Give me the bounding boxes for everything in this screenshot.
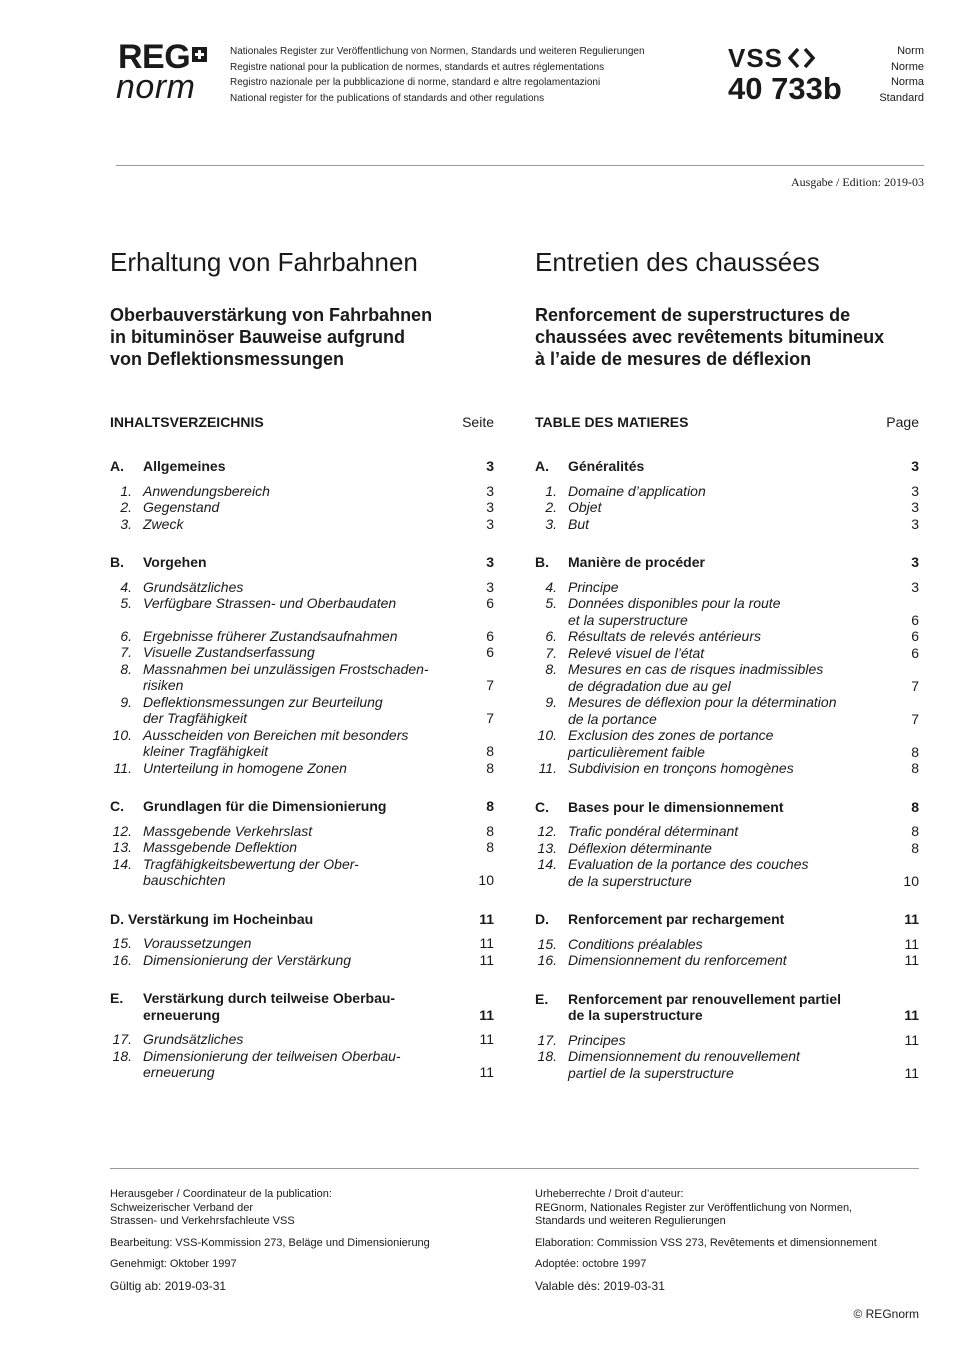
- toc-item[interactable]: [535, 628, 919, 645]
- item-page: 8: [486, 839, 494, 855]
- item-number: 14.: [112, 855, 132, 872]
- toc-item[interactable]: [110, 823, 494, 840]
- toc-item[interactable]: [535, 661, 919, 694]
- swiss-cross-icon: [192, 47, 207, 62]
- item-title: Massgebende Verkehrslast: [143, 822, 313, 839]
- item-page: 3: [911, 515, 919, 532]
- item-number: 8.: [545, 661, 557, 677]
- item-page: 8: [911, 743, 919, 760]
- toc-item[interactable]: [110, 839, 494, 856]
- register-description: Nationales Register zur Veröffentlichung von Normen, Standards und weiteren Regulierungen Registre national pour la publication de normes, standards et autres réglementations Registro nazionale per la pubblicazione di norme, standard e altre regolamentazioni National register for the publications of standards and other regulations: [230, 46, 645, 104]
- item-title: Ergebnisse früherer Zustandsaufnahmen: [143, 627, 398, 644]
- item-number: 10.: [537, 727, 557, 743]
- item-title: Mesures de déflexion pour la détermination de la portance: [568, 694, 837, 727]
- item-page: 11: [904, 1064, 919, 1081]
- toc-item[interactable]: [535, 760, 919, 777]
- adopted-fr: Adoptée: octobre 1997: [535, 1258, 647, 1270]
- regnorm-logo-reg: REG: [118, 40, 207, 74]
- title-de: Erhaltung von Fahrbahnen: [110, 247, 418, 277]
- item-title: Dimensionierung der Verstärkung: [143, 951, 352, 968]
- toc-item[interactable]: [110, 644, 494, 661]
- toc-item[interactable]: [110, 727, 494, 760]
- section-letter: E.: [535, 990, 549, 1007]
- section-title: Renforcement par rechargement: [568, 911, 785, 927]
- toc-de: [110, 414, 494, 1081]
- section-letter: E.: [110, 990, 124, 1006]
- toc-item[interactable]: [535, 694, 919, 727]
- section-letter: A.: [110, 458, 124, 474]
- item-title: Visuelle Zustandserfassung: [143, 644, 315, 660]
- toc-header: [535, 414, 919, 434]
- item-number: 12.: [537, 823, 557, 839]
- item-number: 16.: [537, 952, 557, 968]
- item-page: 11: [479, 935, 494, 951]
- section-title: Généralités: [568, 458, 645, 474]
- title-fr: Entretien des chaussées: [535, 247, 820, 277]
- item-page: 6: [486, 595, 494, 611]
- toc-section[interactable]: [110, 554, 494, 571]
- item-title: Trafic pondéral déterminant: [568, 823, 739, 839]
- item-page: 10: [478, 872, 494, 888]
- vss-logo: VSS: [728, 44, 818, 72]
- section-letter: D.: [110, 910, 124, 927]
- item-number: 18.: [537, 1048, 557, 1064]
- item-page: 7: [911, 677, 919, 694]
- item-title: Zweck: [143, 515, 184, 532]
- item-title: Dimensionnement du renouvellement partiel de la superstructure: [568, 1048, 800, 1081]
- item-title: But: [568, 515, 590, 532]
- item-number: 15.: [537, 935, 557, 952]
- item-page: 10: [903, 872, 919, 889]
- valid-fr: Valable dès: 2019-03-31: [535, 1278, 665, 1293]
- item-number: 6.: [120, 627, 132, 644]
- item-title: Dimensionnement du renforcement: [568, 952, 787, 968]
- item-page: 8: [911, 839, 919, 856]
- item-number: 7.: [545, 644, 557, 661]
- section-title: Grundlagen für die Dimensionierung: [143, 798, 387, 814]
- item-title: Voraussetzungen: [143, 935, 252, 951]
- toc-title: INHALTSVERZEICHNIS: [110, 414, 264, 430]
- item-page: 8: [911, 760, 919, 776]
- item-number: 12.: [112, 822, 132, 839]
- valid-de: Gültig ab: 2019-03-31: [110, 1278, 227, 1293]
- item-page: 7: [911, 710, 919, 727]
- item-page: 8: [486, 743, 494, 759]
- section-title: Allgemeines: [143, 458, 226, 474]
- section-page: 8: [486, 798, 494, 814]
- section-letter: A.: [535, 458, 549, 474]
- section-title: Vorgehen: [143, 554, 207, 570]
- item-page: 3: [486, 578, 494, 595]
- item-number: 11.: [113, 759, 132, 776]
- item-number: 1.: [545, 482, 557, 499]
- item-page: 11: [904, 935, 919, 952]
- section-page: 3: [911, 554, 919, 570]
- toc-item[interactable]: [110, 628, 494, 645]
- section-letter: B.: [535, 554, 549, 570]
- item-title: Anwendungsbereich: [143, 482, 270, 499]
- item-number: 3.: [545, 515, 557, 532]
- item-title: Massgebende Deflektion: [143, 839, 298, 855]
- item-title: Principes: [568, 1031, 626, 1048]
- elaboration-de: Bearbeitung: VSS-Kommission 273, Beläge und Dimensionierung: [110, 1236, 430, 1249]
- item-title: Subdivision en tronçons homogènes: [568, 760, 794, 776]
- header-divider: [116, 165, 924, 166]
- toc-item[interactable]: [110, 499, 494, 516]
- toc-item[interactable]: [535, 579, 919, 596]
- item-title: Objet: [568, 499, 602, 515]
- copyright-info: Urheberrechte / Droit d’auteur: REGnorm, Nationales Register zur Veröffentlichung von Normen, Standards und weiteren Regulierungen: [535, 1188, 853, 1227]
- item-number: 4.: [120, 578, 132, 595]
- toc-item[interactable]: [110, 1048, 494, 1081]
- elaboration-fr: Elaboration: Commission VSS 273, Revêtements et dimensionnement: [535, 1236, 877, 1249]
- item-title: Grundsätzliches: [143, 578, 244, 595]
- copyright-notice: © REGnorm: [853, 1307, 919, 1321]
- item-number: 4.: [545, 578, 557, 595]
- section-page: 11: [904, 1007, 919, 1023]
- footer-divider: [110, 1168, 919, 1169]
- toc-item[interactable]: [535, 856, 919, 889]
- toc-item[interactable]: [535, 595, 919, 628]
- item-page: 3: [911, 482, 919, 499]
- toc-section[interactable]: [110, 911, 494, 928]
- toc-title: TABLE DES MATIERES: [535, 414, 689, 430]
- item-number: 5.: [545, 595, 557, 611]
- section-page: 3: [486, 554, 494, 570]
- item-number: 10.: [112, 726, 132, 743]
- item-number: 7.: [120, 644, 132, 660]
- item-number: 3.: [120, 515, 132, 532]
- toc-item[interactable]: [110, 856, 494, 889]
- item-title: Mesures en cas de risques inadmissibles de dégradation due au gel: [568, 661, 824, 694]
- toc-item[interactable]: [110, 483, 494, 500]
- toc-section[interactable]: [535, 991, 919, 1024]
- item-number: 8.: [120, 660, 132, 677]
- section-title: Verstärkung im Hocheinbau: [128, 910, 314, 927]
- item-number: 16.: [112, 951, 132, 968]
- item-page: 7: [486, 710, 494, 726]
- toc-item[interactable]: [110, 595, 494, 612]
- toc-item[interactable]: [535, 727, 919, 760]
- toc-section[interactable]: [535, 911, 919, 928]
- item-number: 9.: [545, 694, 557, 710]
- item-number: 17.: [537, 1031, 557, 1048]
- regnorm-logo-norm: norm: [116, 68, 196, 106]
- item-page: 6: [911, 644, 919, 661]
- item-number: 11.: [538, 760, 557, 776]
- item-title: Tragfähigkeitsbewertung der Ober- bauschichten: [143, 855, 359, 888]
- toc-item[interactable]: [535, 1048, 919, 1081]
- toc-section[interactable]: [535, 458, 919, 475]
- item-title: Dimensionierung der teilweisen Oberbau- erneuerung: [143, 1047, 401, 1080]
- item-page: 3: [911, 499, 919, 515]
- section-letter: D.: [535, 911, 549, 927]
- subtitle-de: Oberbauverstärkung von Fahrbahnen in bituminöser Bauweise aufgrund von Deflektionsmessungen: [110, 305, 433, 369]
- publisher-info: Herausgeber / Coordinateur de la publication: Schweizerischer Verband der Strassen- und Verkehrsfachleute VSS: [110, 1188, 332, 1227]
- toc-item[interactable]: [535, 936, 919, 953]
- item-page: 11: [479, 1031, 494, 1047]
- toc-section[interactable]: [535, 554, 919, 571]
- item-page: 8: [486, 822, 494, 839]
- section-letter: C.: [535, 798, 549, 815]
- item-title: Ausscheiden von Bereichen mit besonders kleiner Tragfähigkeit: [143, 726, 409, 759]
- footer-de: [110, 1188, 510, 1301]
- item-page: 7: [486, 677, 494, 693]
- item-page: 11: [904, 1031, 919, 1048]
- item-number: 17.: [112, 1031, 132, 1047]
- norm-type-labels: Norm Norme Norma Standard: [879, 45, 924, 104]
- edition-label: Ausgabe / Edition: 2019-03: [791, 175, 924, 189]
- toc-item[interactable]: [110, 1031, 494, 1048]
- item-page: 3: [486, 499, 494, 515]
- item-page: 3: [911, 578, 919, 595]
- item-number: 6.: [545, 628, 557, 644]
- toc-item[interactable]: [110, 952, 494, 969]
- item-number: 2.: [545, 499, 557, 515]
- item-title: Résultats de relevés antérieurs: [568, 628, 761, 644]
- section-letter: C.: [110, 798, 124, 814]
- item-title: Principe: [568, 578, 619, 595]
- toc-page-label: Page: [886, 414, 919, 430]
- item-title: Données disponibles pour la route et la superstructure: [568, 595, 781, 628]
- item-title: Verfügbare Strassen- und Oberbaudaten: [143, 595, 397, 611]
- item-number: 2.: [120, 499, 132, 515]
- item-page: 11: [479, 1064, 494, 1080]
- item-title: Gegenstand: [143, 499, 220, 515]
- item-page: 3: [486, 482, 494, 499]
- section-page: 11: [479, 1006, 494, 1023]
- toc-item[interactable]: [535, 645, 919, 662]
- item-number: 18.: [112, 1047, 132, 1064]
- toc-item[interactable]: [535, 483, 919, 500]
- item-page: 11: [904, 952, 919, 968]
- toc-header: [110, 414, 494, 434]
- toc-item[interactable]: [110, 694, 494, 727]
- item-number: 14.: [537, 856, 557, 872]
- norm-number: 40 733b: [728, 71, 842, 106]
- section-title: Bases pour le dimensionnement: [568, 798, 784, 815]
- toc-item[interactable]: [110, 661, 494, 694]
- item-title: Déflexion déterminante: [568, 839, 712, 856]
- toc-section[interactable]: [110, 990, 494, 1023]
- item-title: Massnahmen bei unzulässigen Frostschaden- risiken: [143, 660, 429, 693]
- toc-item[interactable]: [535, 840, 919, 857]
- item-title: Relevé visuel de l’état: [568, 644, 705, 661]
- section-page: 11: [904, 911, 919, 927]
- toc-item[interactable]: [535, 952, 919, 969]
- section-letter: B.: [110, 554, 124, 570]
- item-title: Deflektionsmessungen zur Beurteilung der Tragfähigkeit: [143, 693, 383, 726]
- item-title: Evaluation de la portance des couches de la superstructure: [568, 856, 809, 889]
- section-page: 3: [486, 458, 494, 474]
- section-title: Manière de procéder: [568, 554, 705, 570]
- item-number: 5.: [120, 595, 132, 611]
- item-number: 1.: [120, 482, 132, 499]
- toc-item[interactable]: [535, 499, 919, 516]
- subtitle-fr: Renforcement de superstructures de chaussées avec revêtements bitumineux à l’aide de mesures de déflexion: [535, 305, 885, 369]
- item-title: Unterteilung in homogene Zonen: [143, 759, 347, 776]
- toc-section[interactable]: [535, 799, 919, 816]
- approved-de: Genehmigt: Oktober 1997: [110, 1258, 237, 1270]
- item-page: 6: [486, 627, 494, 644]
- item-number: 15.: [112, 935, 132, 951]
- item-title: Grundsätzliches: [143, 1031, 244, 1047]
- item-page: 8: [486, 759, 494, 776]
- item-number: 13.: [537, 839, 557, 856]
- section-page: 8: [911, 798, 919, 815]
- item-title: Domaine d’application: [568, 482, 706, 499]
- item-number: 13.: [112, 839, 132, 855]
- item-title: Exclusion des zones de portance particulièrement faible: [568, 727, 774, 760]
- section-title: Verstärkung durch teilweise Oberbau- erneuerung: [143, 990, 396, 1023]
- vss-arrows-icon: [788, 46, 818, 70]
- toc-item[interactable]: [535, 1032, 919, 1049]
- item-page: 3: [486, 515, 494, 532]
- item-page: 6: [911, 611, 919, 628]
- toc-item[interactable]: [110, 579, 494, 596]
- toc-item[interactable]: [110, 760, 494, 777]
- toc-page-label: Seite: [462, 414, 494, 430]
- section-title: Renforcement par renouvellement partiel de la superstructure: [568, 990, 842, 1023]
- item-number: 9.: [120, 693, 132, 710]
- footer-fr: [535, 1188, 935, 1301]
- toc-section[interactable]: [110, 458, 494, 475]
- item-page: 8: [911, 823, 919, 839]
- toc-item[interactable]: [535, 823, 919, 840]
- toc-item[interactable]: [110, 935, 494, 952]
- item-title: Conditions préalables: [568, 935, 703, 952]
- toc-section[interactable]: [110, 798, 494, 815]
- item-page: 6: [486, 644, 494, 660]
- section-page: 3: [911, 458, 919, 474]
- toc-item[interactable]: [110, 516, 494, 533]
- item-page: 6: [911, 628, 919, 644]
- toc-item[interactable]: [535, 516, 919, 533]
- item-page: 11: [479, 951, 494, 968]
- section-page: 11: [479, 910, 494, 927]
- toc-fr: [535, 414, 919, 1081]
